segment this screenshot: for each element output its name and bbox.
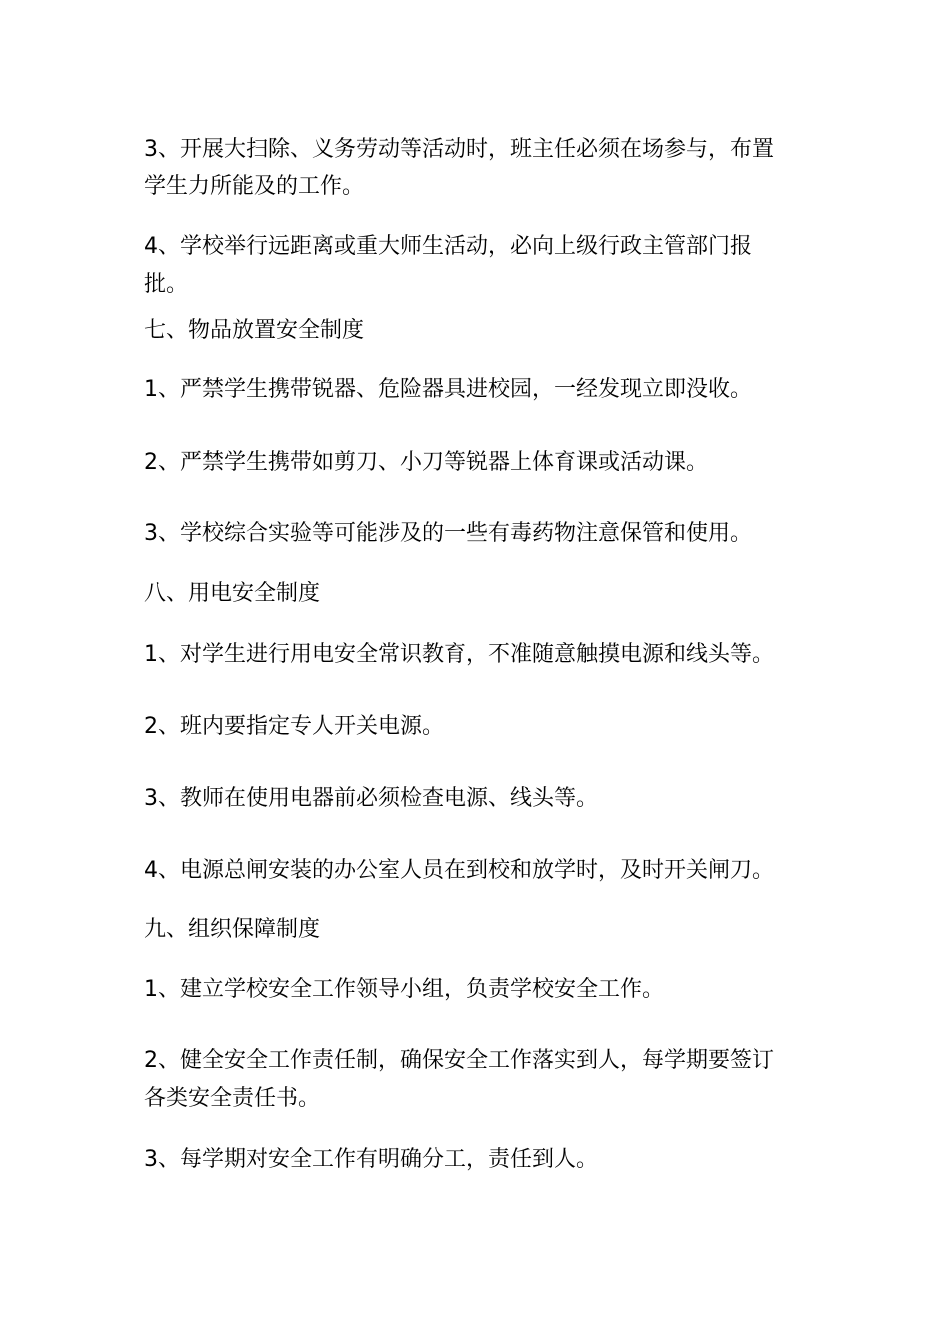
paragraph-line: 1、严禁学生携带锐器、危险器具进校园，一经发现立即没收。 — [144, 377, 752, 402]
paragraph-line: 各类安全责任书。 — [144, 1086, 321, 1111]
section-heading: 九、组织保障制度 — [144, 917, 321, 942]
paragraph-line: 3、每学期对安全工作有明确分工，责任到人。 — [144, 1147, 598, 1172]
paragraph-line: 1、对学生进行用电安全常识教育，不准随意触摸电源和线头等。 — [144, 642, 774, 667]
paragraph-line: 1、建立学校安全工作领导小组，负责学校安全工作。 — [144, 977, 664, 1002]
paragraph-line: 学生力所能及的工作。 — [144, 174, 365, 199]
paragraph-line: 3、学校综合实验等可能涉及的一些有毒药物注意保管和使用。 — [144, 521, 752, 546]
paragraph-line: 4、电源总闸安装的办公室人员在到校和放学时，及时开关闸刀。 — [144, 858, 774, 883]
paragraph-line: 4、学校举行远距离或重大师生活动，必向上级行政主管部门报 — [144, 234, 752, 259]
paragraph-line: 2、严禁学生携带如剪刀、小刀等锐器上体育课或活动课。 — [144, 450, 708, 475]
section-heading: 七、物品放置安全制度 — [144, 318, 365, 343]
paragraph-line: 2、班内要指定专人开关电源。 — [144, 714, 444, 739]
paragraph-line: 3、开展大扫除、义务劳动等活动时，班主任必须在场参与，布置 — [144, 137, 774, 162]
section-heading: 八、用电安全制度 — [144, 581, 321, 606]
paragraph-line: 3、教师在使用电器前必须检查电源、线头等。 — [144, 786, 598, 811]
paragraph-line: 批。 — [144, 272, 189, 297]
paragraph-line: 2、健全安全工作责任制，确保安全工作落实到人，每学期要签订 — [144, 1048, 774, 1073]
